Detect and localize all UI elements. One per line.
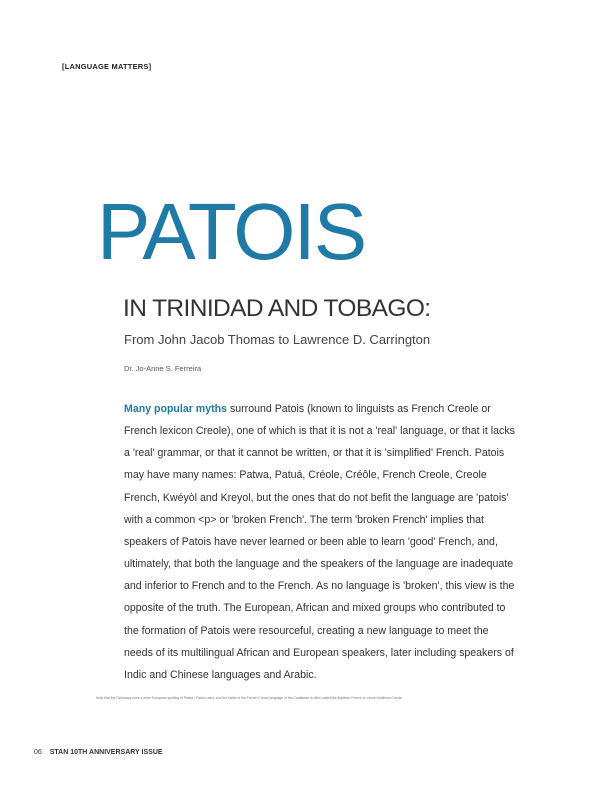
lead-in: Many popular myths	[124, 403, 228, 415]
publication-name: STAN 10TH ANNIVERSARY ISSUE	[49, 749, 163, 756]
body-paragraph: surround Patois (known to linguists as French Creole or French lexicon Creole), one of which is that it is not a 'real' language, or that it lacks a 'real' grammar, or that it cannot be written, or that it is 'simplified' French. Patois may have many names: Patwa, Patuá, Créole, Créôle, French Creole, Creole French, Kwéyòl and Kreyol, but the ones that do not befit the language are 'patois' with a common <p> or 'broken French'. The term 'broken French' implies that speakers of Patois have never learned or been able to learn 'good' French, and, ultimately, that both the language and the speakers of the language are inadequate and inferior to French and to the French. As no language is 'broken', this view is the opposite of the truth. The European, African and mixed groups who contributed to the formation of Patois were resourceful, creating a new language to meet the needs of its multilingual African and European speakers, later including speakers of Indic and Chinese languages and Arabic.	[124, 403, 515, 681]
article-body	[124, 398, 520, 686]
page-footer	[34, 748, 163, 758]
footnote: Note that the Dictionary uses a more European spelling of Patwa / Patois used, and the name of the French Creole language of the Caribbean is often called the Antillean French or Lesser Antillean Creole.	[96, 696, 403, 700]
article-tagline: From John Jacob Thomas to Lawrence D. Carrington	[124, 332, 431, 347]
author-byline: Dr. Jo-Anne S. Ferreira	[124, 364, 202, 373]
section-tag: [LANGUAGE MATTERS]	[62, 62, 152, 71]
article-title: PATOIS	[97, 187, 366, 276]
article-subtitle: IN TRINIDAD AND TOBAGO:	[123, 295, 431, 322]
page-number: 06	[34, 749, 42, 756]
